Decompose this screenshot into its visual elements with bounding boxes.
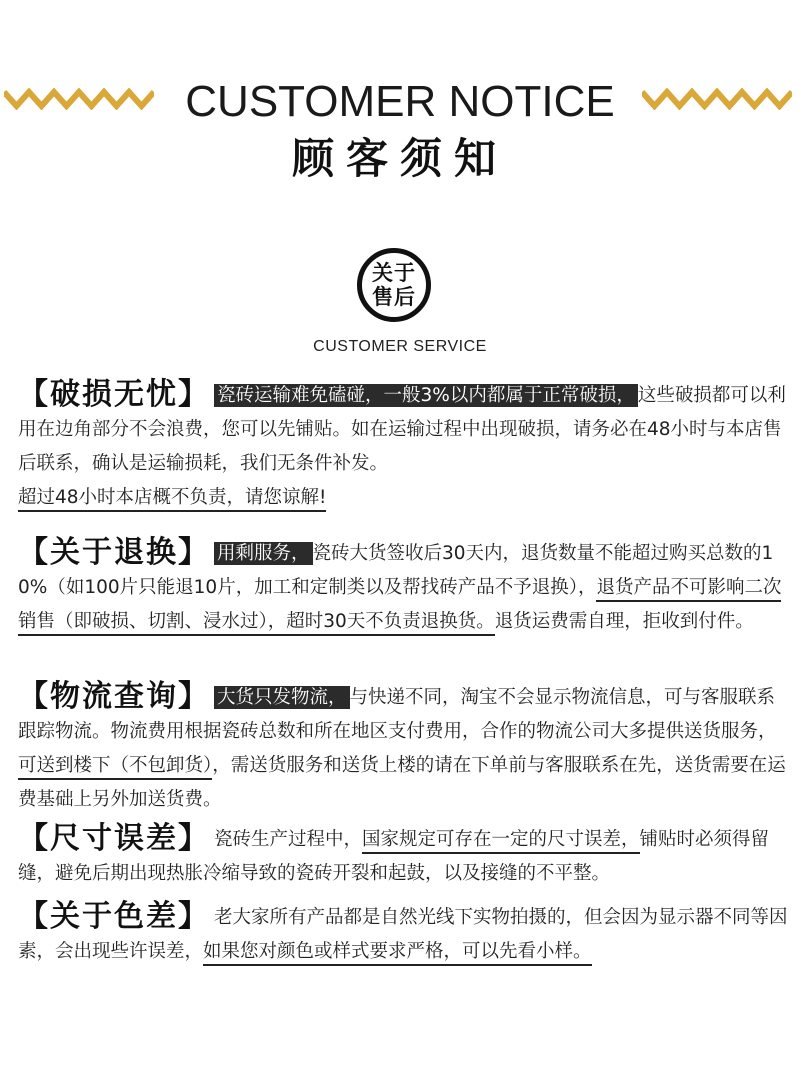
badge-line-2: 售后	[372, 285, 416, 309]
section-text: 这些破损都可以利用在边角部分不会浪费，您可以先铺贴。如在运输过程中出现破损，请务必在48小时与本店售后联系，确认是运输损耗，我们无条件补发。	[18, 385, 786, 474]
section-heading: 【尺寸误差】	[18, 821, 210, 856]
section-heading: 【物流查询】	[18, 679, 210, 714]
section-size-tolerance	[18, 822, 790, 891]
underlined-text: 退货产品不可影响二次销售（即破损、切割、浸水过），超时30天不负责退换货。	[18, 577, 781, 636]
section-heading: 【破损无忧】	[18, 377, 210, 412]
underlined-text: 如果您对颜色或样式要求严格，可以先看小样。	[203, 941, 592, 966]
badge-subtitle: CUSTOMER SERVICE	[313, 338, 487, 355]
highlighted-text: 瓷砖运输难免磕碰，一般3%以内都属于正常破损，	[214, 384, 638, 407]
section-text-tail: 铺贴时必须得留缝，避免后期出现热胀冷缩导致的瓷砖开裂和起鼓，以及接缝的不平整。	[18, 829, 770, 884]
section-text: 瓷砖大货签收后30天内，退货数量不能超过购买总数的10%（如100片只能退10片，加工和定制类以及帮找砖产品不予退换），	[18, 543, 774, 598]
section-text-tail: 退货运费需自理，拒收到付件。	[494, 611, 754, 632]
section-color-difference	[18, 900, 790, 969]
section-logistics	[18, 680, 790, 817]
section-text: 老大家所有产品都是自然光线下实物拍摄的，但会因为显示器不同等因素，会出现些许误差，	[18, 907, 788, 962]
underlined-text: 可送到楼下（不包卸货）	[18, 755, 212, 780]
page-title-chinese: 顾客须知	[291, 134, 508, 183]
underlined-text: 国家规定可存在一定的尺寸误差，	[362, 829, 640, 854]
highlighted-text: 大货只发物流，	[214, 686, 350, 709]
section-returns	[18, 536, 790, 639]
section-breakage	[18, 378, 790, 515]
section-text: 瓷砖生产过程中，	[214, 829, 363, 850]
section-text-tail: ，需送货服务和送货上楼的请在下单前与客服联系在先，送货需要在运费基础上另外加送货费。	[18, 755, 786, 810]
section-heading: 【关于色差】	[18, 899, 210, 934]
underlined-text: 超过48小时本店概不负责，请您谅解!	[18, 487, 326, 512]
after-sales-badge	[357, 248, 431, 322]
badge-line-1: 关于	[372, 261, 416, 285]
highlighted-text: 用剩服务，	[214, 542, 313, 565]
section-heading: 【关于退换】	[18, 535, 210, 570]
page-title-english: CUSTOMER NOTICE	[185, 77, 615, 126]
section-text: 与快递不同，淘宝不会显示物流信息，可与客服联系跟踪物流。物流费用根据瓷砖总数和所在地区支付费用，合作的物流公司大多提供送货服务，	[18, 687, 777, 742]
